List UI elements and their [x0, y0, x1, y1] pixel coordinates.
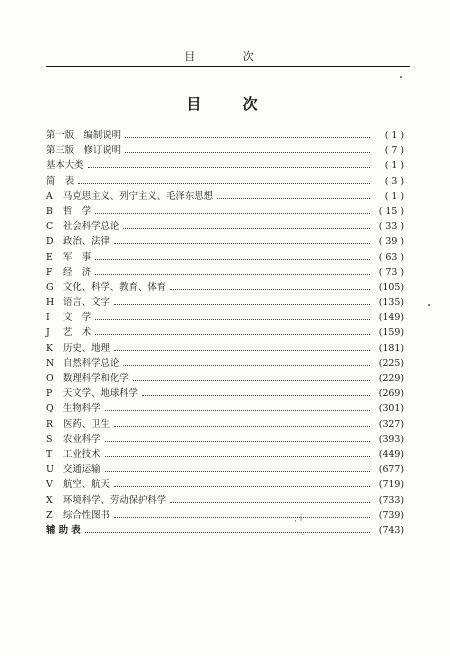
- toc-row: [46, 386, 404, 401]
- toc-entry-label: 语言、文字: [63, 297, 110, 309]
- toc-class-code: T: [46, 448, 53, 460]
- toc-row: [46, 128, 404, 143]
- toc-class-code: B: [46, 205, 53, 217]
- toc-class-code: Z: [46, 509, 53, 521]
- toc-class-code: F: [46, 266, 53, 278]
- scan-mark: , i: [294, 514, 303, 524]
- toc-page-number: (327): [378, 418, 404, 430]
- toc-class-code: S: [46, 433, 53, 445]
- toc-class-code: D: [46, 236, 54, 248]
- toc-page-number: (181): [378, 342, 404, 354]
- toc-class-code: O: [46, 373, 54, 384]
- toc-row: [46, 523, 404, 538]
- dot-leader: [142, 386, 370, 396]
- toc-page-number: ( 73 ): [378, 266, 404, 278]
- dot-leader: [114, 477, 370, 487]
- toc-entry-label: 基本大类: [46, 160, 84, 172]
- dot-leader: [114, 508, 370, 518]
- scan-mark: -.: [298, 528, 305, 538]
- dot-leader: [217, 189, 370, 199]
- toc-class-code: G: [46, 281, 54, 293]
- dot-leader: [133, 371, 370, 381]
- toc-entry-label: 文 学: [63, 312, 92, 324]
- scan-speck: [428, 304, 430, 306]
- dot-leader: [125, 143, 370, 153]
- toc-page-number: (159): [378, 327, 404, 339]
- toc-page-number: (225): [378, 357, 404, 369]
- toc-row: [46, 508, 404, 523]
- toc-entry-label: 历史、地理: [63, 342, 110, 354]
- toc-class-code: P: [46, 388, 53, 400]
- dot-leader: [105, 432, 370, 442]
- toc-class-code: N: [46, 357, 55, 369]
- dot-leader: [170, 280, 370, 290]
- toc-class-code: V: [46, 479, 53, 491]
- toc-page-number: (677): [378, 464, 404, 476]
- toc-row: [46, 341, 404, 356]
- page-title: 目 次: [186, 95, 276, 113]
- toc-page-number: (739): [378, 509, 404, 521]
- toc-row: [46, 174, 404, 189]
- dot-leader: [114, 295, 370, 305]
- toc-page-number: (105): [378, 281, 404, 293]
- toc-entry-label: 马克思主义、列宁主义、毛泽东思想: [63, 190, 214, 202]
- toc-entry-label: 医药、卫生: [63, 418, 110, 430]
- toc-entry-label: 军 事: [63, 251, 92, 263]
- dot-leader: [114, 417, 370, 427]
- toc-row: [46, 356, 404, 371]
- toc-class-code: E: [46, 251, 53, 263]
- toc-entry-label: 社会科学总论: [63, 221, 120, 233]
- toc-class-code: H: [46, 297, 55, 309]
- toc-page-number: ( 39 ): [378, 236, 404, 248]
- toc-entry-label: 天文学、地球科学: [63, 388, 139, 400]
- toc-row: [46, 325, 404, 340]
- dot-leader: [114, 341, 370, 351]
- toc-row: [46, 250, 404, 265]
- toc-row: [46, 280, 404, 295]
- toc-page-number: ( 15 ): [378, 205, 404, 217]
- dot-leader: [85, 523, 370, 533]
- toc-entry-label: 综合性图书: [63, 509, 110, 521]
- toc-class-code: J: [46, 327, 50, 339]
- table-of-contents: [46, 128, 404, 538]
- toc-class-code: R: [46, 418, 54, 430]
- dot-leader: [105, 401, 370, 411]
- toc-class-code: K: [46, 342, 54, 354]
- toc-entry-label: 第三版 修订说明: [46, 145, 122, 157]
- toc-entry-label: 政治、法律: [63, 236, 110, 248]
- toc-entry-label: 自然科学总论: [63, 357, 120, 369]
- dot-leader: [105, 447, 370, 457]
- dot-leader: [125, 128, 370, 138]
- toc-page-number: (229): [378, 373, 404, 384]
- toc-page-number: ( 33 ): [378, 221, 404, 233]
- toc-entry-label: 环境科学、劳动保护科学: [63, 494, 167, 506]
- toc-entry-label: 工业技术: [63, 448, 101, 460]
- toc-page-number: (135): [378, 297, 404, 309]
- toc-page-number: ( 3 ): [384, 175, 404, 187]
- toc-entry-label: 交通运输: [63, 464, 101, 476]
- toc-page-number: ( 7 ): [384, 145, 404, 157]
- header-rule: [46, 66, 410, 67]
- toc-row: [46, 493, 404, 508]
- toc-page-number: (743): [378, 524, 404, 536]
- toc-page-number: ( 1 ): [384, 190, 404, 202]
- scan-speck: [400, 76, 402, 78]
- toc-row: [46, 204, 404, 219]
- toc-entry-label: 辅 助 表: [46, 524, 81, 536]
- toc-row: [46, 432, 404, 447]
- dot-leader: [123, 219, 370, 229]
- running-head: 目 次: [184, 50, 276, 63]
- dot-leader: [78, 174, 370, 184]
- toc-entry-label: 第一版 编制说明: [46, 130, 122, 141]
- toc-entry-label: 艺 术: [63, 327, 92, 339]
- toc-class-code: C: [46, 221, 54, 233]
- toc-entry-label: 哲 学: [63, 205, 92, 217]
- toc-row: [46, 371, 404, 386]
- toc-entry-label: 经 济: [63, 266, 92, 278]
- toc-row: [46, 401, 404, 416]
- toc-page-number: (733): [378, 494, 404, 506]
- toc-class-code: I: [46, 312, 50, 324]
- dot-leader: [95, 265, 370, 275]
- toc-page-number: ( 63 ): [378, 251, 404, 263]
- dot-leader: [114, 234, 370, 244]
- toc-row: [46, 189, 404, 204]
- dot-leader: [95, 310, 370, 320]
- toc-row: [46, 477, 404, 492]
- toc-row: [46, 447, 404, 462]
- toc-row: [46, 219, 404, 234]
- toc-entry-label: 生物科学: [63, 403, 101, 415]
- toc-page-number: ( 1 ): [384, 130, 404, 141]
- dot-leader: [123, 356, 370, 366]
- toc-entry-label: 数理科学和化学: [63, 373, 129, 384]
- toc-entry-label: 航空、航天: [63, 479, 110, 491]
- toc-row: [46, 462, 404, 477]
- toc-page-number: (149): [378, 312, 404, 324]
- toc-row: [46, 417, 404, 432]
- toc-row: [46, 310, 404, 325]
- dot-leader: [88, 158, 370, 168]
- toc-row: [46, 265, 404, 280]
- toc-page-number: (269): [378, 388, 404, 400]
- dot-leader: [170, 493, 370, 503]
- toc-row: [46, 234, 404, 249]
- toc-row: [46, 158, 404, 173]
- dot-leader: [95, 204, 370, 214]
- dot-leader: [95, 325, 370, 335]
- toc-entry-label: 简 表: [46, 175, 75, 187]
- toc-page-number: (301): [378, 403, 404, 415]
- toc-row: [46, 295, 404, 310]
- toc-page-number: (449): [378, 448, 404, 460]
- toc-class-code: A: [46, 190, 53, 202]
- dot-leader: [95, 250, 370, 260]
- toc-row: [46, 143, 404, 158]
- toc-page-number: (393): [378, 433, 404, 445]
- dot-leader: [105, 462, 370, 472]
- toc-entry-label: 文化、科学、教育、体育: [63, 281, 167, 293]
- toc-class-code: U: [46, 464, 54, 476]
- toc-class-code: Q: [46, 403, 54, 415]
- toc-page-number: (719): [378, 479, 404, 491]
- toc-entry-label: 农业科学: [63, 433, 101, 445]
- toc-page-number: ( 1 ): [384, 160, 404, 172]
- toc-class-code: X: [46, 494, 53, 506]
